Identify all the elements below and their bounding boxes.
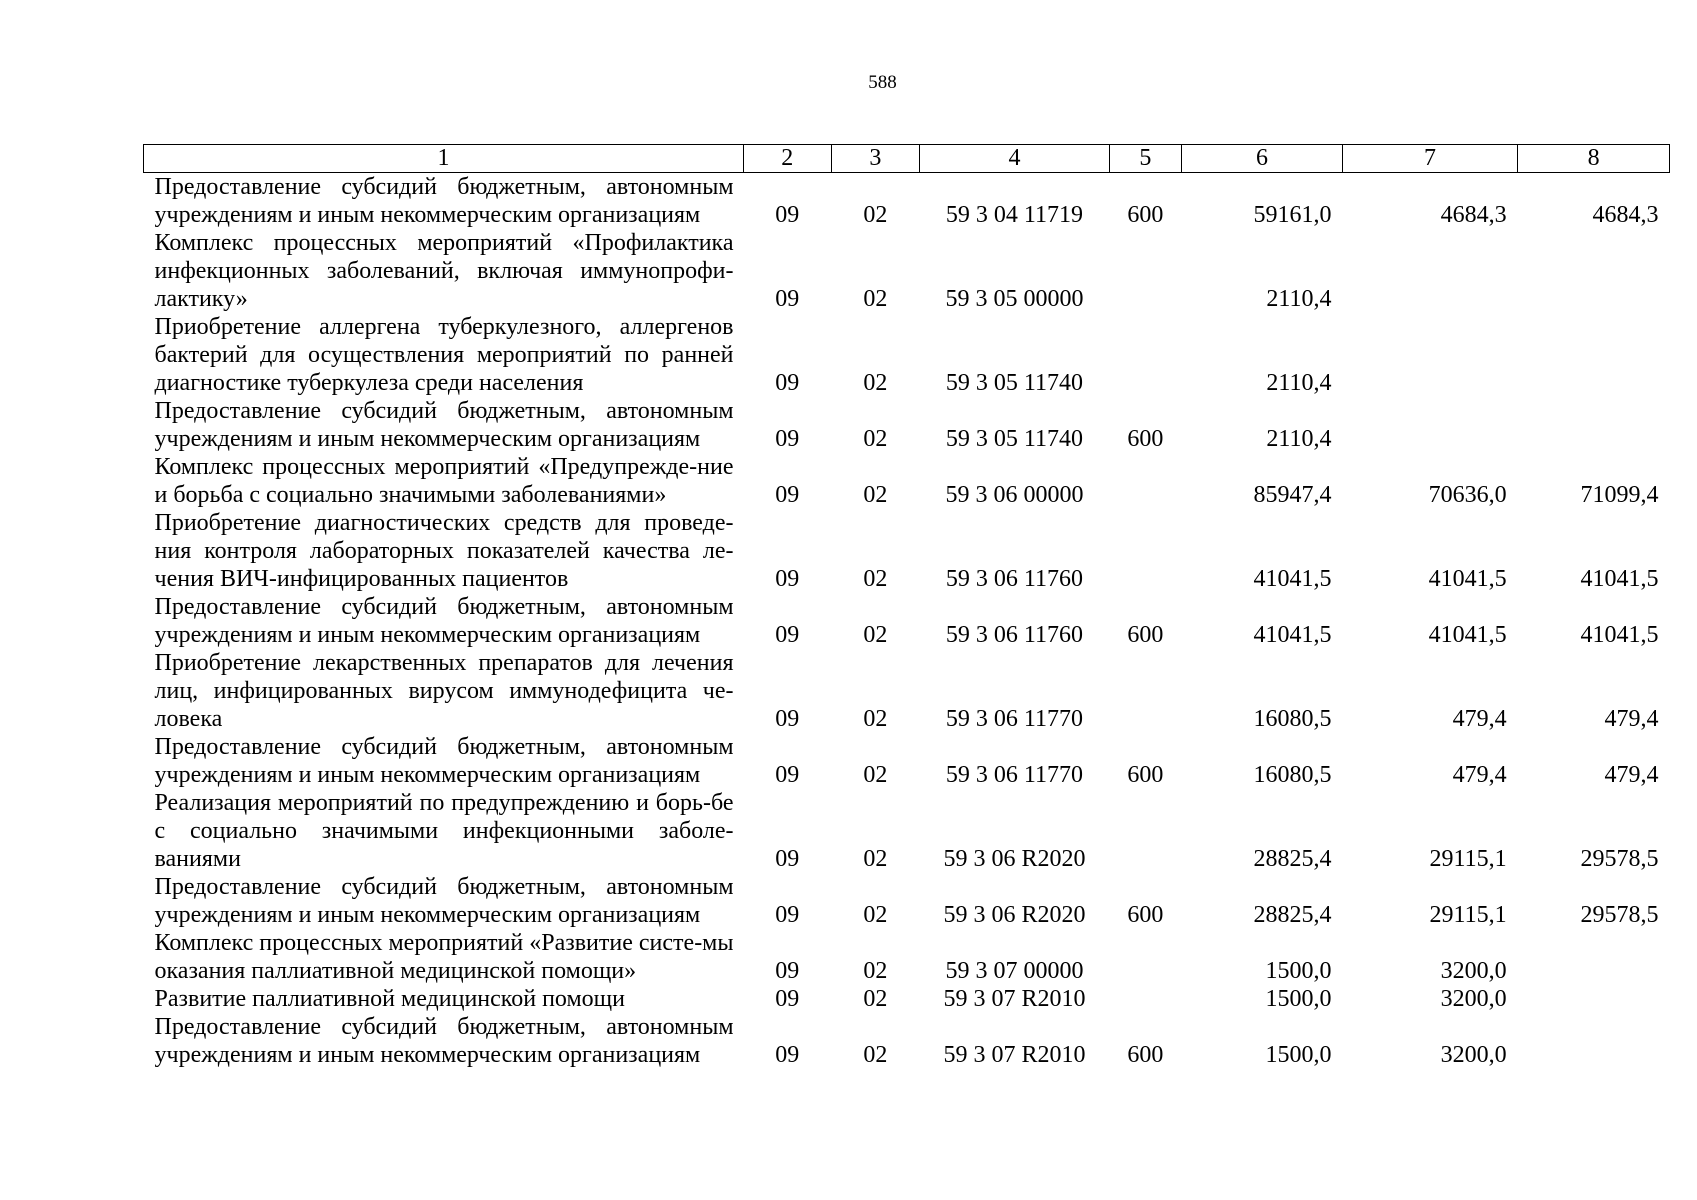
table-row — [144, 397, 1670, 453]
amount-col-7 — [1342, 313, 1517, 397]
amount-col-8: 71099,4 — [1580, 482, 1659, 508]
subsection-code: 02 — [863, 426, 888, 452]
amount-col-8 — [1518, 397, 1670, 453]
expense-type-code — [1109, 229, 1181, 313]
subsection-code: 02 — [863, 958, 888, 984]
amount-col-8: 479,4 — [1604, 762, 1659, 788]
header-row — [144, 145, 1670, 173]
table-row — [144, 453, 1670, 509]
table-row — [144, 789, 1670, 873]
subsection-code: 02 — [863, 482, 888, 508]
amount-col-7: 479,4 — [1452, 706, 1507, 732]
table-row — [144, 1013, 1670, 1069]
expense-type-code — [1109, 313, 1181, 397]
amount-col-8 — [1518, 985, 1670, 1013]
subsection-code: 02 — [863, 846, 888, 872]
expense-type-code: 600 — [1127, 202, 1164, 228]
target-article-code: 59 3 04 11719 — [945, 202, 1083, 228]
row-name: Комплекс процессных мероприятий «Профилактика инфекционных заболеваний, включая иммунопрофи-лактику» — [154, 230, 734, 312]
row-name: Комплекс процессных мероприятий «Развитие систе-мы оказания паллиативной медицинской помощи» — [154, 930, 734, 984]
amount-col-7: 3200,0 — [1440, 986, 1507, 1012]
amount-col-7: 29115,1 — [1429, 846, 1507, 872]
row-name: Предоставление субсидий бюджетным, автономным учреждениям и иным некоммерческим организациям — [154, 174, 734, 228]
target-article-code: 59 3 06 11760 — [945, 566, 1083, 592]
amount-col-7: 3200,0 — [1440, 958, 1507, 984]
amount-col-6: 28825,4 — [1253, 846, 1332, 872]
amount-col-8: 4684,3 — [1592, 202, 1659, 228]
target-article-code: 59 3 06 00000 — [945, 482, 1084, 508]
amount-col-6: 1500,0 — [1265, 986, 1332, 1012]
section-code: 09 — [775, 286, 800, 312]
amount-col-7 — [1342, 397, 1517, 453]
amount-col-6: 2110,4 — [1266, 370, 1332, 396]
table-row — [144, 985, 1670, 1013]
amount-col-7: 29115,1 — [1429, 902, 1507, 928]
column-header-5: 5 — [1109, 145, 1181, 173]
table-row — [144, 593, 1670, 649]
row-name: Приобретение лекарственных препаратов для лечения лиц, инфицированных вирусом иммунодефицита че-ловека — [154, 650, 734, 732]
column-header-2: 2 — [744, 145, 832, 173]
section-code: 09 — [775, 202, 800, 228]
amount-col-7 — [1342, 229, 1517, 313]
target-article-code: 59 3 06 11770 — [945, 706, 1083, 732]
section-code: 09 — [775, 706, 800, 732]
expense-type-code: 600 — [1127, 426, 1164, 452]
section-code: 09 — [775, 762, 800, 788]
table-row — [144, 733, 1670, 789]
row-name: Приобретение аллергена туберкулезного, аллергенов бактерий для осуществления мероприятий по ранней диагностике туберкулеза среди населения — [154, 314, 734, 396]
amount-col-6: 16080,5 — [1253, 762, 1332, 788]
section-code: 09 — [775, 482, 800, 508]
row-name: Предоставление субсидий бюджетным, автономным учреждениям и иным некоммерческим организациям — [154, 874, 734, 928]
section-code: 09 — [775, 566, 800, 592]
row-name: Развитие паллиативной медицинской помощи — [154, 986, 625, 1012]
amount-col-6: 1500,0 — [1265, 958, 1332, 984]
target-article-code: 59 3 06 R2020 — [943, 846, 1086, 872]
expense-type-code — [1109, 509, 1181, 593]
column-header-7: 7 — [1342, 145, 1517, 173]
table-row — [144, 873, 1670, 929]
target-article-code: 59 3 05 11740 — [945, 370, 1083, 396]
subsection-code: 02 — [863, 1042, 888, 1068]
expense-type-code — [1109, 453, 1181, 509]
amount-col-8 — [1518, 229, 1670, 313]
subsection-code: 02 — [863, 622, 888, 648]
amount-col-6: 41041,5 — [1253, 566, 1332, 592]
amount-col-8: 29578,5 — [1580, 846, 1659, 872]
budget-table — [143, 144, 1670, 1069]
column-header-1: 1 — [144, 145, 744, 173]
amount-col-6: 59161,0 — [1253, 202, 1332, 228]
row-name: Предоставление субсидий бюджетным, автономным учреждениям и иным некоммерческим организациям — [154, 734, 734, 788]
expense-type-code — [1109, 929, 1181, 985]
target-article-code: 59 3 05 00000 — [945, 286, 1084, 312]
subsection-code: 02 — [863, 286, 888, 312]
amount-col-7: 41041,5 — [1428, 566, 1507, 592]
amount-col-8: 41041,5 — [1580, 622, 1659, 648]
expense-type-code — [1109, 789, 1181, 873]
column-header-6: 6 — [1182, 145, 1343, 173]
subsection-code: 02 — [863, 706, 888, 732]
row-name: Приобретение диагностических средств для проведе-ния контроля лабораторных показателей качества ле-чения ВИЧ-инфицированных пациентов — [154, 510, 734, 592]
section-code: 09 — [775, 622, 800, 648]
amount-col-7: 3200,0 — [1440, 1042, 1507, 1068]
target-article-code: 59 3 06 R2020 — [943, 902, 1086, 928]
section-code: 09 — [775, 1042, 800, 1068]
column-header-8: 8 — [1518, 145, 1670, 173]
amount-col-8: 29578,5 — [1580, 902, 1659, 928]
section-code: 09 — [775, 902, 800, 928]
target-article-code: 59 3 06 11770 — [945, 762, 1083, 788]
amount-col-8 — [1518, 929, 1670, 985]
section-code: 09 — [775, 370, 800, 396]
amount-col-7: 479,4 — [1452, 762, 1507, 788]
column-header-3: 3 — [831, 145, 920, 173]
table-row — [144, 313, 1670, 397]
table-row — [144, 509, 1670, 593]
subsection-code: 02 — [863, 986, 888, 1012]
amount-col-8 — [1518, 1013, 1670, 1069]
expense-type-code — [1109, 985, 1181, 1013]
section-code: 09 — [775, 958, 800, 984]
amount-col-6: 2110,4 — [1266, 286, 1332, 312]
expense-type-code: 600 — [1127, 902, 1164, 928]
amount-col-6: 16080,5 — [1253, 706, 1332, 732]
subsection-code: 02 — [863, 566, 888, 592]
target-article-code: 59 3 07 00000 — [945, 958, 1084, 984]
amount-col-7: 70636,0 — [1428, 482, 1507, 508]
expense-type-code: 600 — [1127, 622, 1164, 648]
target-article-code: 59 3 05 11740 — [945, 426, 1083, 452]
target-article-code: 59 3 07 R2010 — [943, 1042, 1086, 1068]
amount-col-8: 479,4 — [1604, 706, 1659, 732]
row-name: Предоставление субсидий бюджетным, автономным учреждениям и иным некоммерческим организациям — [154, 1014, 734, 1068]
amount-col-6: 41041,5 — [1253, 622, 1332, 648]
section-code: 09 — [775, 846, 800, 872]
column-header-4: 4 — [920, 145, 1109, 173]
amount-col-8: 41041,5 — [1580, 566, 1659, 592]
section-code: 09 — [775, 986, 800, 1012]
amount-col-6: 1500,0 — [1265, 1042, 1332, 1068]
table-row — [144, 929, 1670, 985]
target-article-code: 59 3 06 11760 — [945, 622, 1083, 648]
expense-type-code — [1109, 649, 1181, 733]
amount-col-6: 2110,4 — [1266, 426, 1332, 452]
table-body — [144, 173, 1670, 1070]
subsection-code: 02 — [863, 762, 888, 788]
subsection-code: 02 — [863, 902, 888, 928]
page-number: 588 — [868, 72, 897, 93]
subsection-code: 02 — [863, 202, 888, 228]
row-name: Комплекс процессных мероприятий «Предупрежде-ние и борьба с социально значимыми заболеваниями» — [154, 454, 734, 508]
amount-col-6: 85947,4 — [1253, 482, 1332, 508]
expense-type-code: 600 — [1127, 762, 1164, 788]
amount-col-8 — [1518, 313, 1670, 397]
amount-col-6: 28825,4 — [1253, 902, 1332, 928]
table-row — [144, 229, 1670, 313]
row-name: Предоставление субсидий бюджетным, автономным учреждениям и иным некоммерческим организациям — [154, 594, 734, 648]
expense-type-code: 600 — [1127, 1042, 1164, 1068]
row-name: Предоставление субсидий бюджетным, автономным учреждениям и иным некоммерческим организациям — [154, 398, 734, 452]
row-name: Реализация мероприятий по предупреждению и борь-бе с социально значимыми инфекционными заболе-ваниями — [154, 790, 734, 872]
amount-col-7: 4684,3 — [1440, 202, 1507, 228]
amount-col-7: 41041,5 — [1428, 622, 1507, 648]
target-article-code: 59 3 07 R2010 — [943, 986, 1086, 1012]
table-row — [144, 649, 1670, 733]
subsection-code: 02 — [863, 370, 888, 396]
section-code: 09 — [775, 426, 800, 452]
table-row — [144, 173, 1670, 230]
